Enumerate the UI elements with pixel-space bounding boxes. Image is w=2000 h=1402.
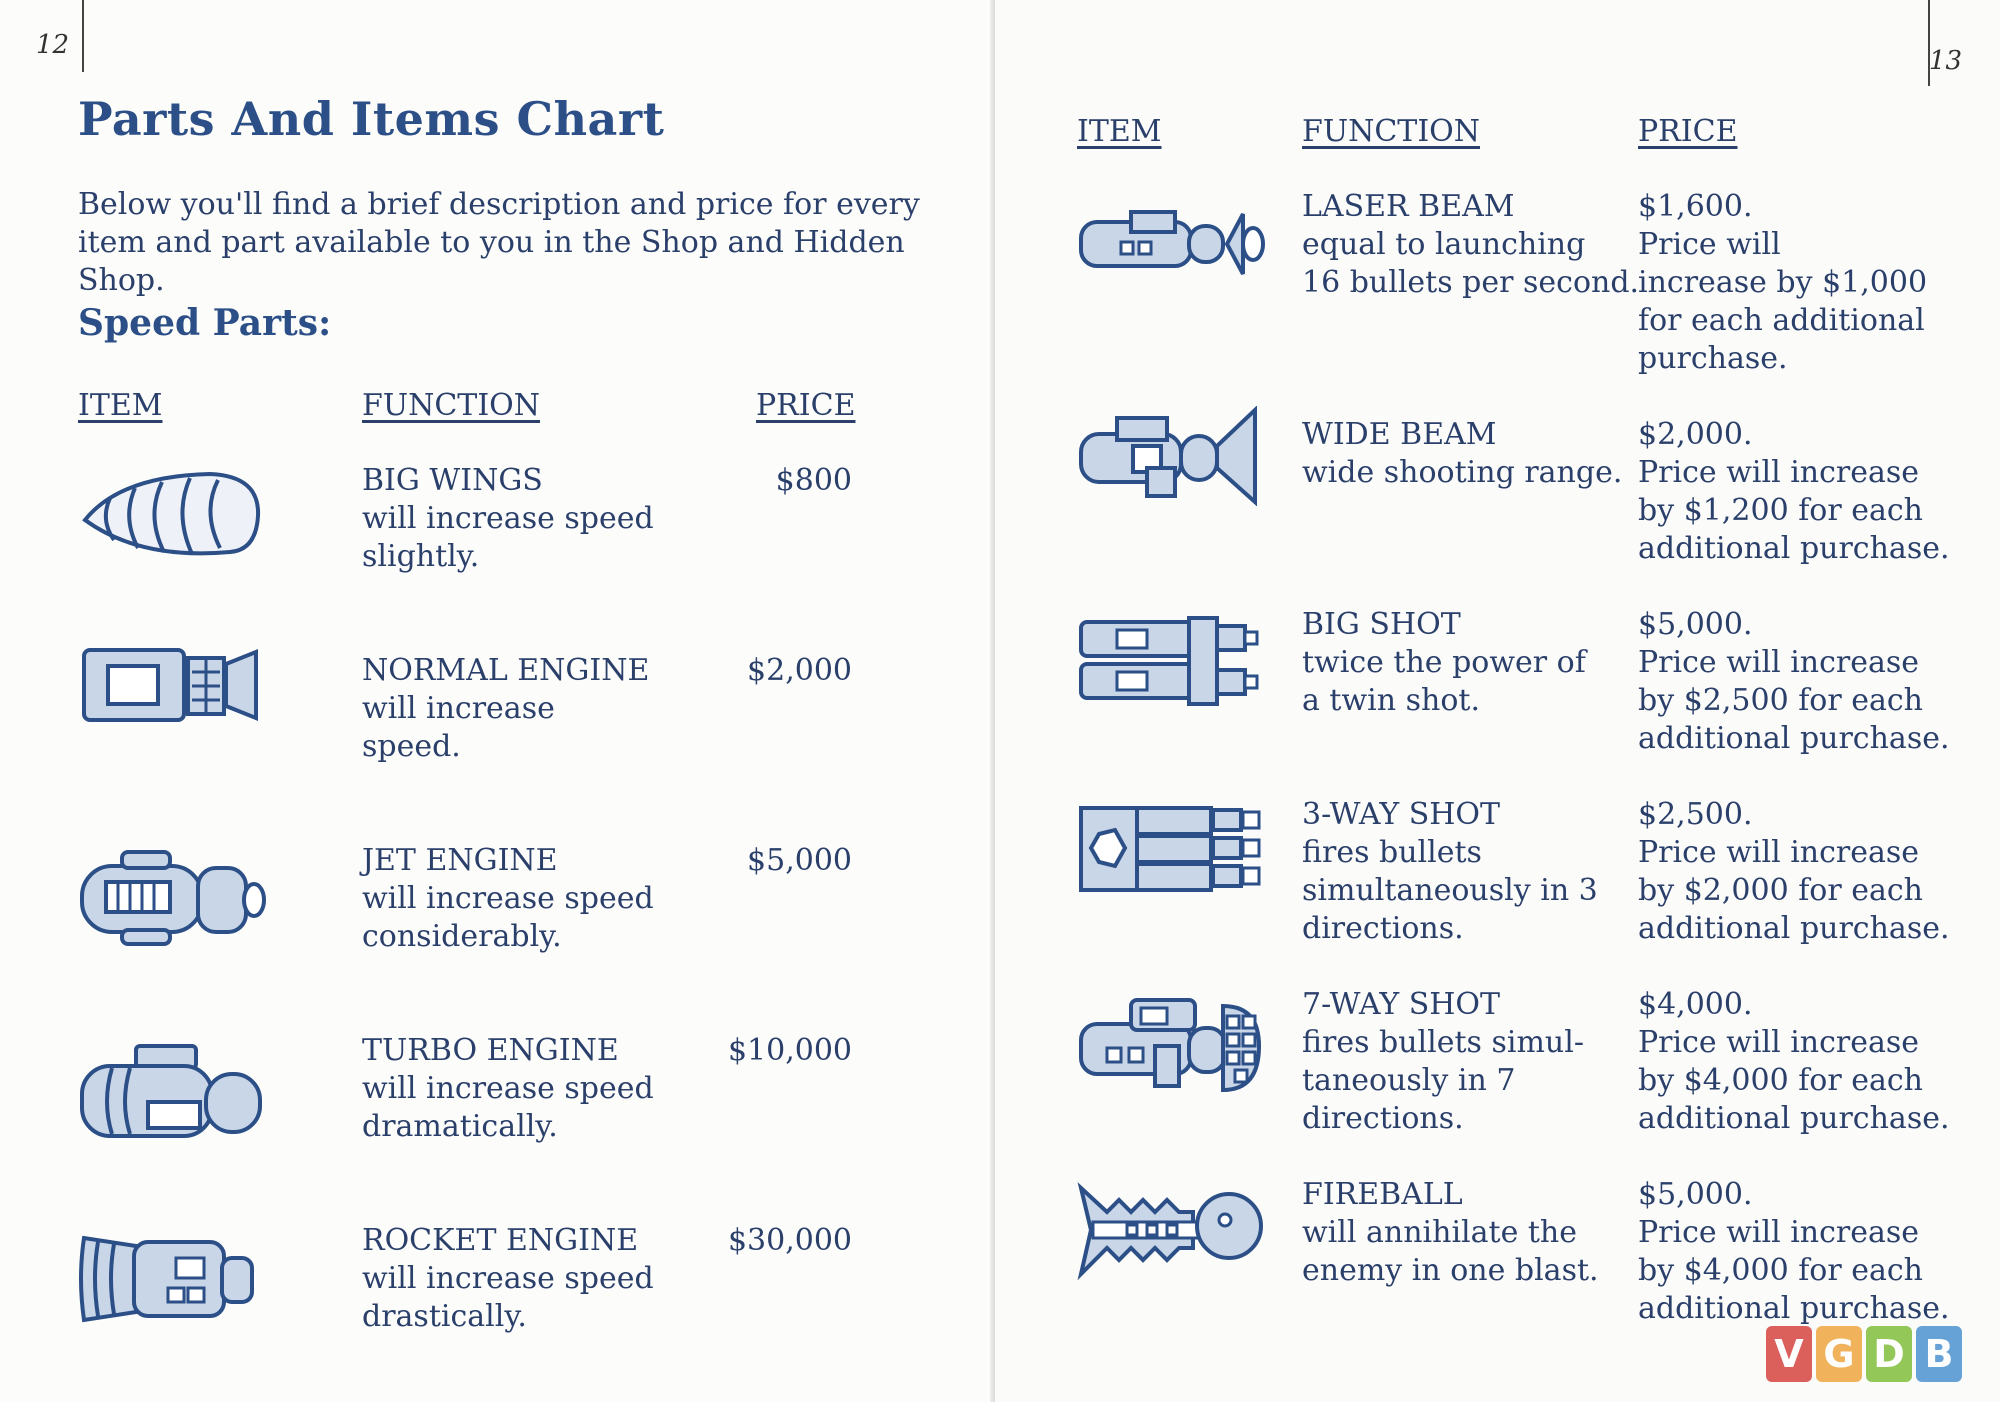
price-line: by $1,200 for each	[1638, 493, 1923, 528]
section-title: Speed Parts:	[78, 302, 332, 344]
price-line: increase by $1,000	[1638, 265, 1928, 300]
item-name: JET ENGINE	[362, 843, 558, 878]
item-price	[1638, 796, 1950, 948]
row-laser-beam	[1302, 188, 1639, 302]
item-desc-line: directions.	[1302, 1101, 1464, 1136]
header-function: FUNCTION	[362, 388, 541, 423]
price-line: Price will increase	[1638, 1025, 1920, 1060]
header-item: ITEM	[1077, 114, 1162, 149]
item-desc-line: directions.	[1302, 911, 1464, 946]
price-line: additional purchase.	[1638, 1101, 1950, 1136]
logo-tile: G	[1816, 1326, 1862, 1382]
header-price: PRICE	[1638, 114, 1738, 149]
item-desc-line: 16 bullets per second.	[1302, 265, 1640, 300]
item-desc-line: equal to launching	[1302, 227, 1586, 262]
item-desc: will increase speed considerably.	[362, 881, 654, 954]
price-line: $2,500.	[1638, 797, 1753, 832]
price-line: $1,600.	[1638, 189, 1753, 224]
fireball-icon	[1077, 1180, 1267, 1280]
item-name: NORMAL ENGINE	[362, 653, 650, 688]
page-number-right: 13	[1929, 46, 1963, 76]
logo-tile: B	[1916, 1326, 1962, 1382]
price-line: by $4,000 for each	[1638, 1253, 1923, 1288]
rocket-engine-icon	[76, 1228, 266, 1328]
price-line: additional purchase.	[1638, 911, 1950, 946]
item-price	[1638, 606, 1950, 758]
price-line: $5,000.	[1638, 1177, 1753, 1212]
row-big-wings	[362, 462, 662, 576]
item-price: $5,000	[747, 843, 852, 878]
item-desc-line: twice the power of	[1302, 645, 1586, 680]
item-price: $30,000	[727, 1223, 852, 1258]
row-normal-engine	[362, 652, 662, 766]
big-shot-icon	[1077, 616, 1267, 706]
item-price	[1638, 188, 1927, 378]
seven-way-shot-icon	[1077, 996, 1267, 1096]
row-rocket-engine	[362, 1222, 662, 1336]
item-desc: will increase speed drastically.	[362, 1261, 654, 1334]
laser-beam-icon	[1077, 208, 1267, 278]
item-price	[1638, 1176, 1950, 1328]
price-line: additional purchase.	[1638, 721, 1950, 756]
item-desc-line: wide shooting range.	[1302, 455, 1623, 490]
normal-engine-icon	[78, 642, 263, 727]
price-line: additional purchase.	[1638, 531, 1950, 566]
item-price: $10,000	[727, 1033, 852, 1068]
item-name: BIG WINGS	[362, 463, 543, 498]
item-desc-line: taneously in 7	[1302, 1063, 1516, 1098]
price-line: $4,000.	[1638, 987, 1753, 1022]
jet-engine-icon	[78, 848, 268, 948]
price-line: $2,000.	[1638, 417, 1753, 452]
item-desc: will increase speed.	[362, 691, 555, 764]
item-desc-line: fires bullets simul-	[1302, 1025, 1584, 1060]
intro-text: Below you'll find a brief description and price for every item and part available to you in the Shop and Hidden Shop.	[78, 187, 920, 298]
item-desc: will increase speed slightly.	[362, 501, 654, 574]
item-name: WIDE BEAM	[1302, 417, 1497, 452]
item-name: 7-WAY SHOT	[1302, 987, 1501, 1022]
item-name: TURBO ENGINE	[362, 1033, 619, 1068]
left-page	[0, 0, 995, 1402]
item-desc-line: enemy in one blast.	[1302, 1253, 1599, 1288]
item-desc-line: will annihilate the	[1302, 1215, 1577, 1250]
item-name: ROCKET ENGINE	[362, 1223, 639, 1258]
item-price	[1638, 416, 1950, 568]
price-line: Price will increase	[1638, 835, 1920, 870]
wide-beam-icon	[1077, 406, 1267, 506]
three-way-shot-icon	[1077, 804, 1267, 894]
header-item: ITEM	[78, 388, 163, 423]
row-fireball	[1302, 1176, 1599, 1290]
price-line: by $4,000 for each	[1638, 1063, 1923, 1098]
header-price: PRICE	[756, 388, 856, 423]
price-line: by $2,000 for each	[1638, 873, 1923, 908]
price-line: additional purchase.	[1638, 1291, 1950, 1326]
price-line: by $2,500 for each	[1638, 683, 1923, 718]
row-seven-way-shot	[1302, 986, 1584, 1138]
price-line: Price will increase	[1638, 1215, 1920, 1250]
item-desc: will increase speed dramatically.	[362, 1071, 654, 1144]
logo-tile: D	[1866, 1326, 1912, 1382]
price-line: Price will increase	[1638, 645, 1920, 680]
price-line: $5,000.	[1638, 607, 1753, 642]
vgdb-watermark-logo	[1766, 1326, 1962, 1382]
page-corner-rule	[82, 0, 84, 72]
row-big-shot	[1302, 606, 1586, 720]
price-line: Price will	[1638, 227, 1781, 262]
right-page	[995, 0, 2000, 1402]
item-name: 3-WAY SHOT	[1302, 797, 1501, 832]
item-price	[1638, 986, 1950, 1138]
item-desc-line: fires bullets	[1302, 835, 1482, 870]
page-title: Parts And Items Chart	[78, 92, 665, 146]
row-turbo-engine	[362, 1032, 662, 1146]
price-line: purchase.	[1638, 341, 1788, 376]
header-function: FUNCTION	[1302, 114, 1481, 149]
page-number-left: 12	[36, 30, 70, 60]
turbo-engine-icon	[78, 1042, 268, 1142]
row-three-way-shot	[1302, 796, 1598, 948]
item-price: $2,000	[747, 653, 852, 688]
row-jet-engine	[362, 842, 662, 956]
item-desc-line: a twin shot.	[1302, 683, 1480, 718]
price-line: for each additional	[1638, 303, 1925, 338]
item-name: BIG SHOT	[1302, 607, 1461, 642]
item-name: FIREBALL	[1302, 1177, 1463, 1212]
item-desc-line: simultaneously in 3	[1302, 873, 1598, 908]
big-wings-icon	[80, 468, 265, 563]
item-price: $800	[775, 463, 852, 498]
price-line: Price will increase	[1638, 455, 1920, 490]
row-wide-beam	[1302, 416, 1622, 492]
item-name: LASER BEAM	[1302, 189, 1515, 224]
logo-tile: V	[1766, 1326, 1812, 1382]
